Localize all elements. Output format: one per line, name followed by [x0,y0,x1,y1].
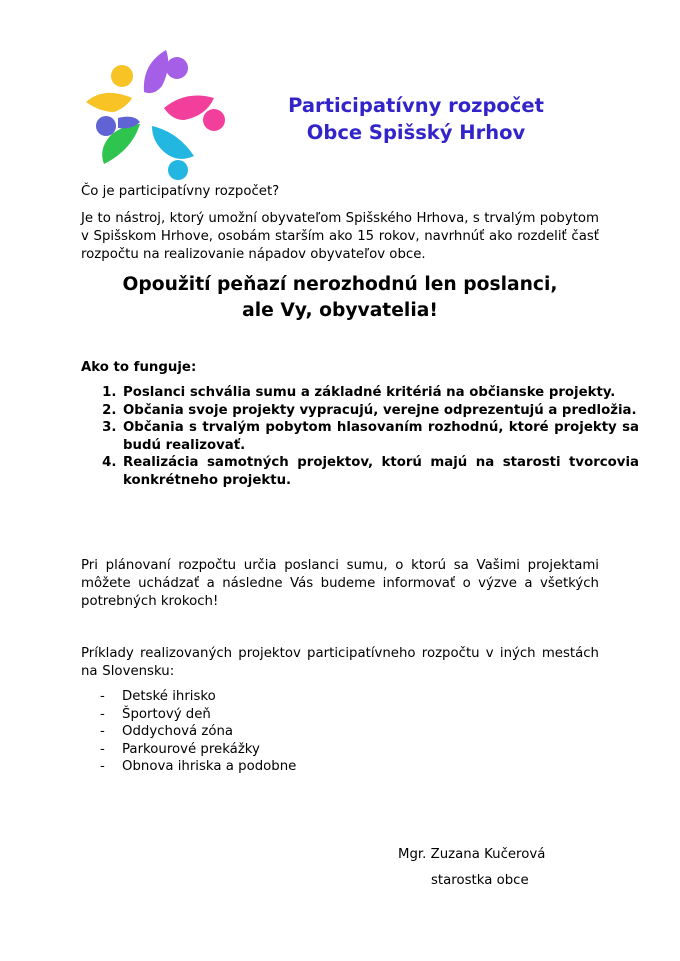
examples-intro: Príklady realizovaných projektov participatívneho rozpočtu v iných mestách na Slovensku: [81,646,599,679]
header-line-2: Obce Spišský Hrhov [306,121,526,144]
headline-line-2: ale Vy, obyvatelia! [242,300,438,321]
planning-paragraph: Pri plánovaní rozpočtu určia poslanci sumu, o ktorú sa Vašimi projektami môžete uchádzať a následne Vás budeme informovať o výzve a všetkých potrebných krokoch! [81,558,599,609]
header-line-1: Participatívny rozpočet [288,94,544,117]
step-item: 1. Poslanci schvália sumu a základné kritériá na občianske projekty. [121,384,639,402]
signature-role: starostka obce [431,873,529,888]
headline [60,272,620,324]
headline-line-1: Opoužití peňazí nerozhodnú len poslanci, [122,274,558,295]
list-item: - Obnova ihriska a podobne [100,758,296,776]
question-text: Čo je participatívny rozpočet? [81,184,280,199]
how-it-works-title: Ako to funguje: [81,360,197,375]
intro-paragraph: Je to nástroj, ktorý umožní obyvateľom Spišského Hrhova, s trvalým pobytom v Spišskom Hrhove, osobám starším ako 15 rokov, navrhnúť ako rozdeliť časť rozpočtu na realizovanie nápadov obyvateľov obce. [81,211,599,262]
list-item: - Športový deň [100,706,296,724]
step-item: 4. Realizácia samotných projektov, ktorú majú na starosti tvorcovia konkrétneho projektu. [121,454,639,489]
step-item: 2. Občania svoje projekty vypracujú, verejne odprezentujú a predložia. [121,402,639,420]
steps-list [81,384,639,490]
list-item: - Parkourové prekážky [100,741,296,759]
examples-list [100,688,296,776]
list-item: - Detské ihrisko [100,688,296,706]
signature-name: Mgr. Zuzana Kučerová [398,847,546,862]
participatory-budget-logo [82,46,230,180]
list-item: - Oddychová zóna [100,723,296,741]
step-item: 3. Občania s trvalým pobytom hlasovaním rozhodnú, ktoré projekty sa budú realizovať. [121,419,639,454]
document-header [238,92,594,146]
